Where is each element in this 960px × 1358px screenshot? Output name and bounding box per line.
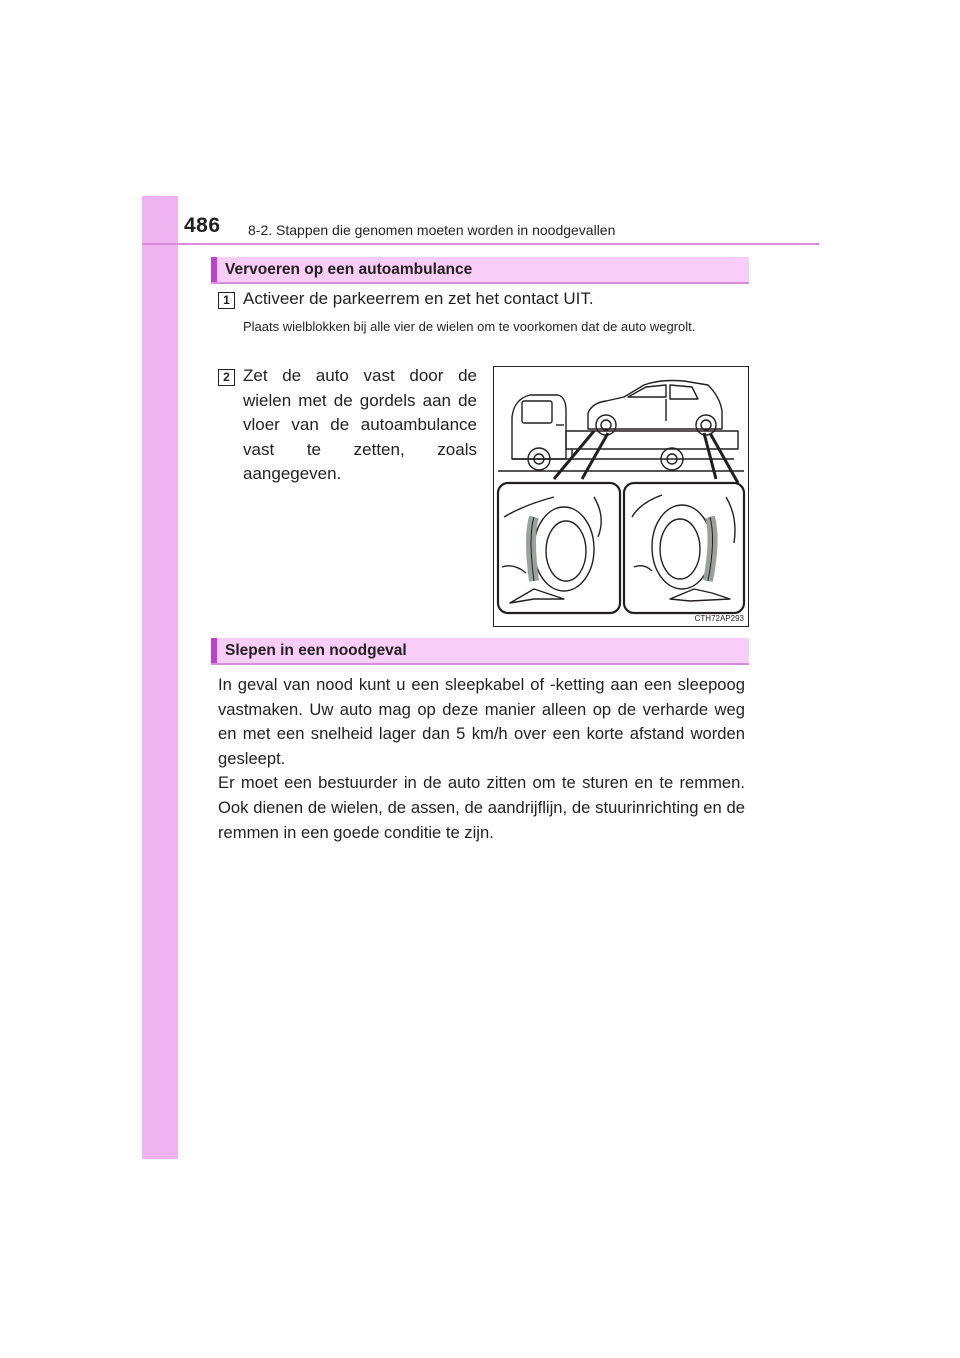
section-heading-transport bbox=[211, 257, 749, 284]
header-rule bbox=[142, 243, 819, 245]
step-number-2: 2 bbox=[218, 369, 235, 386]
running-header: 8-2. Stappen die genomen moeten worden in noodgevallen bbox=[248, 222, 616, 238]
step-number-1: 1 bbox=[218, 292, 235, 309]
section-title: Vervoeren op een autoambulance bbox=[225, 261, 473, 278]
page-number: 486 bbox=[184, 214, 221, 237]
step-1-note: Plaats wielblokken bij alle vier de wielen om te voorkomen dat de auto wegrolt. bbox=[243, 319, 696, 334]
step-2-text: Zet de auto vast door de wielen met de gordels aan de vloer van de autoambulance vast te zetten, zoals aangegeven. bbox=[243, 366, 477, 483]
tow-truck-illustration bbox=[494, 367, 748, 626]
towing-paragraph-2: Er moet een bestuurder in de auto zitten om te sturen en te remmen. Ook dienen de wielen, de assen, de aandrijflijn, de stuurinrichting en de remmen in een goede conditie te zijn. bbox=[218, 773, 745, 842]
section-heading-towing bbox=[211, 638, 749, 665]
side-tab-band bbox=[142, 196, 178, 1159]
step-1-text: Activeer de parkeerrem en zet het contact UIT. bbox=[243, 289, 594, 308]
tow-truck-figure bbox=[493, 366, 749, 627]
section-title: Slepen in een noodgeval bbox=[225, 642, 407, 659]
section-heading-accent bbox=[211, 638, 217, 663]
section-heading-accent bbox=[211, 257, 217, 282]
figure-code: CTH72AP293 bbox=[694, 614, 744, 623]
towing-paragraph-1: In geval van nood kunt u een sleepkabel of -ketting aan een sleepoog vastmaken. Uw auto mag op deze manier alleen op de verharde weg en met een snelheid lager dan 5 km/h over een korte afstand worden gesleept. bbox=[218, 675, 745, 768]
towing-body bbox=[218, 673, 745, 845]
